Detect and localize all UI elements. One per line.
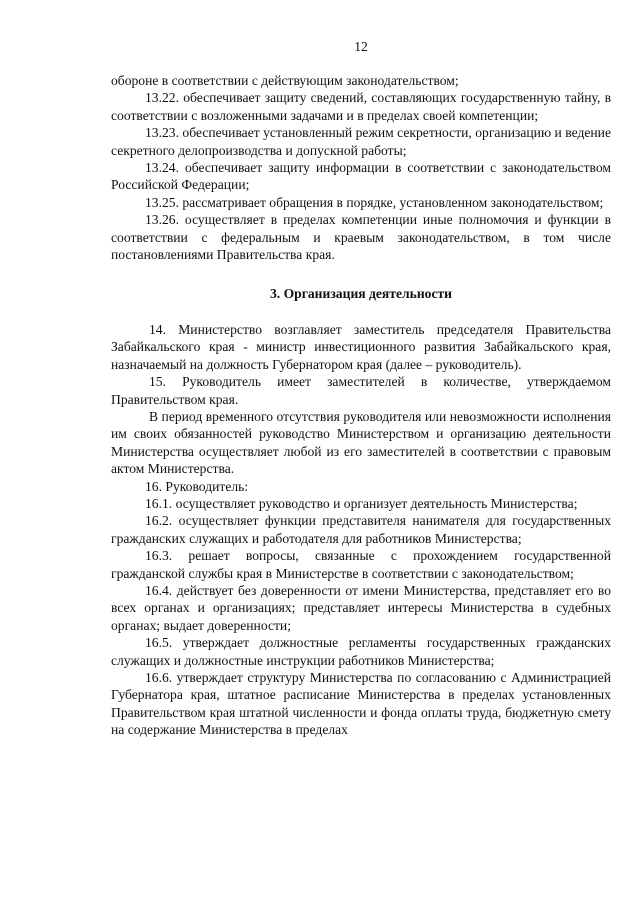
- paragraph-16-4: 16.4. действует без доверенности от имени Министерства, представляет его во всех органах и организациях; представляет интересы Министерства в судебных органах; выдает доверенности;: [111, 582, 611, 633]
- paragraph-13-22: 13.22. обеспечивает защиту сведений, составляющих государственную тайну, в соответствии с возложенными задачами и в пределах своей компетенции;: [111, 90, 611, 123]
- document-body: [111, 72, 611, 739]
- paragraph-16-5: 16.5. утверждает должностные регламенты государственных гражданских служащих и должностные инструкции работников Министерства;: [111, 635, 611, 668]
- paragraph-16-1: 16.1. осуществляет руководство и организует деятельность Министерства;: [145, 495, 578, 511]
- paragraph-16-3: 16.3. решает вопросы, связанные с прохождением государственной гражданской службы края в Министерстве в соответствии с законодательством;: [111, 548, 611, 581]
- page-number: 12: [354, 39, 368, 54]
- paragraph-16-2: 16.2. осуществляет функции представителя нанимателя для государственных гражданских служащих и работодателя для работников Министерства;: [111, 513, 611, 546]
- paragraph-14: 14. Министерство возглавляет заместитель председателя Правительства Забайкальского края - министр инвестиционного развития Забайкальского края, назначаемый на должность Губернатором края (далее – руководитель).: [111, 321, 611, 372]
- paragraph-16-6: 16.6. утверждает структуру Министерства по согласованию с Администрацией Губернатора края, штатное расписание Министерства в пределах установленных Правительством края штатной численности и фонда оплаты труда, бюджетную смету на содержание Министерства в пределах: [111, 670, 611, 738]
- paragraph-13-25: 13.25. рассматривает обращения в порядке, установленном законодательством;: [145, 194, 604, 210]
- paragraph-15: 15. Руководитель имеет заместителей в количестве, утверждаемом Правительством края.: [111, 374, 611, 407]
- paragraph-13-26: 13.26. осуществляет в пределах компетенции иные полномочия и функции в соответствии с федеральным и краевым законодательством, в том числе постановлениями Правительства края.: [111, 212, 611, 263]
- paragraph-15-continuation: В период временного отсутствия руководителя или невозможности исполнения им своих обязанностей руководство Министерством и организацию деятельности Министерства осуществляет любой из его заместителей в соответствии с правовым актом Министерства.: [111, 408, 611, 477]
- paragraph-13-23: 13.23. обеспечивает установленный режим секретности, организацию и ведение секретного делопроизводства и допускной работы;: [111, 125, 611, 158]
- paragraph-13-24: 13.24. обеспечивает защиту информации в соответствии с законодательством Российской Федерации;: [111, 160, 611, 193]
- paragraph-continuation: обороне в соответствии с действующим законодательством;: [111, 73, 459, 88]
- section-heading: 3. Организация деятельности: [269, 286, 452, 302]
- paragraph-16: 16. Руководитель:: [145, 478, 249, 494]
